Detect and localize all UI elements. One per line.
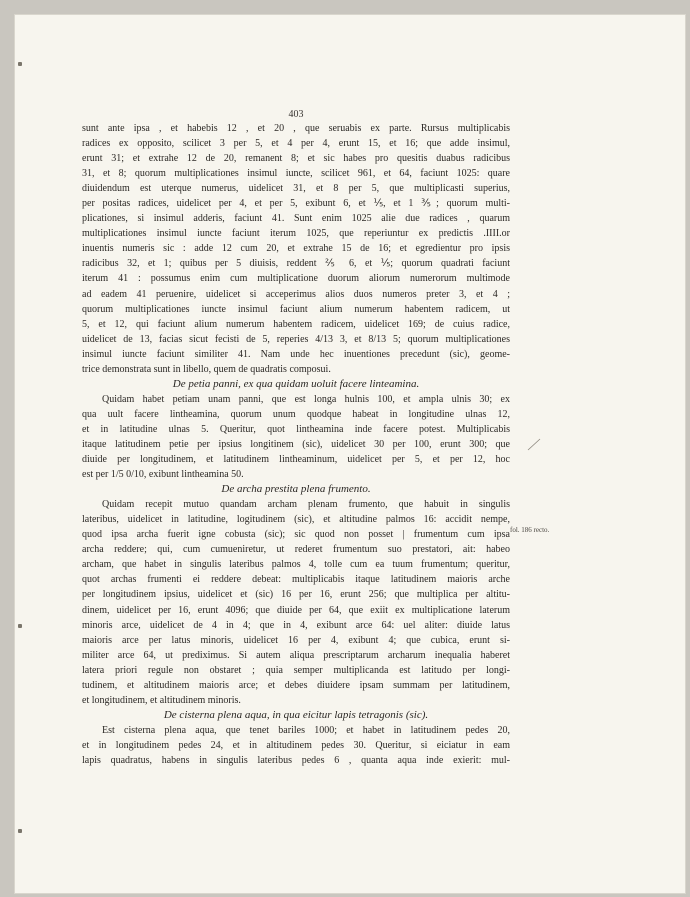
book-page (14, 14, 686, 894)
text-line: plicationes, si insimul adderis, faciunt 41. Sunt enim 1025 alie due radices , quarum (82, 213, 510, 225)
text-line: 31, et 8; quorum multiplicationes insimul iuncte, scilicet 961, et 64, faciunt 1025: quare (82, 168, 510, 180)
text-line: uidelicet de 13, facias sicut fecisti de 5, reperies 4/13 3, et 8/13 5; quorum multiplicationes (82, 333, 510, 345)
text-line: qua uult facere lintheamina, quorum unum quodque habeat in longitudine ulnas 12, (82, 408, 510, 420)
text-line: ad eadem 41 peruenire, uidelicet si acceperimus alios duos numeros preter 3, et 4 ; (82, 288, 510, 300)
edge-mark (18, 62, 22, 66)
text-line: maioris arce per latus minoris, uidelicet 16 per 4, exibunt 4; que cubica, erunt si- (82, 634, 510, 646)
paragraph-4 (82, 723, 510, 768)
text-line: archa reddere; qui, cum cumueniretur, ut rederet frumentum suo prestatori, ait: habeo (82, 544, 510, 556)
text-line: trice demonstrata sunt in libello, quem de quadratis composui. (82, 363, 331, 375)
text-line: latera priori regule non obstaret ; quia semper multiplicanda est latitudo per longi- (82, 664, 510, 676)
text-line: multiplicationes insimul iuncte faciunt iterum 1025, que reperiuntur ex predictis .IIII.or (82, 228, 510, 240)
text-line: et in latitudine ulnas 5. Queritur, quot lintheamina inde facere potest. Multiplicabis (82, 423, 510, 435)
paragraph-2 (82, 392, 510, 482)
text-line: diuidendum est uterque numerus, uidelicet 31, et 8 per 5, que multiplicasti superius, (82, 183, 510, 195)
section-heading: De cisterna plena aqua, in qua eicitur lapis tetragonis (sic). (163, 708, 429, 721)
text-line: tudinem, et altitudinem maioris arce; et debes diuidere ipsam summam per latitudinem, (82, 679, 510, 691)
margin-note: fol. 186 recto. (510, 526, 550, 534)
text-line: Quidam recepit mutuo quandam archam plenam frumento, que habuit in singulis (102, 499, 510, 511)
text-line: per positas radices, uidelicet per 4, et per 5, exibunt 6, et ⅕, et 1 ⅗; quorum multi- (82, 198, 510, 210)
text-line: lateribus, uidelicet in latitudine, logitudinem (sic), et altitudine palmos 16: accidit nempe, (82, 514, 510, 526)
text-line: quot archas frumenti ei reddere debeat: multiplicabis itaque latitudinem maioris arche (82, 574, 510, 586)
text-line: 5, et 12, qui faciunt alium numerum habentem radicem, uidelicet 169; de cuius radice, (82, 318, 510, 330)
text-line: et longitudinem, et altitudinem minoris. (82, 694, 241, 706)
paragraph-1 (82, 121, 510, 377)
text-line: diuide per longitudinem, et latitudinem lintheaminum, uidelicet per 5, et per 12, hoc (82, 454, 510, 466)
text-line: erunt 31; et extrahe 12 de 20, remanent 8; et sic habes pro quesitis duabus radicibus (82, 153, 510, 165)
paragraph-3 (82, 497, 510, 708)
pencil-slash-mark (526, 438, 542, 451)
section-heading: De petia panni, ex qua quidam uoluit facere linteamina. (172, 377, 420, 390)
text-line: archam, que habet in singulis lateribus palmos 4, tolle cum ea tuum frumentum; queritur, (82, 559, 510, 571)
text-line: lapis quadratus, habens in singulis lateribus pedes 6 , quanta aqua inde exierit: mul- (82, 754, 510, 766)
text-line: per longitudinem ipsius, uidelicet et (sic) 16 per 16, erunt 256; que multiplica per altitu- (82, 589, 510, 601)
text-line: et in longitudinem pedes 24, et in altitudinem pedes 30. Queritur, si eiciatur in eam (82, 739, 510, 751)
edge-mark (18, 624, 22, 628)
text-line: radices ex opposito, scilicet 3 per 5, et 4 per 4, erunt 15, et 16; que adde insimul, (82, 138, 510, 150)
text-line: inuentis numeris sic : adde 12 cum 20, et extrahe 15 de 16; et egredientur pro ipsis (82, 243, 510, 255)
page-edge-marks (18, 14, 26, 894)
page-number: 403 (288, 109, 304, 120)
text-line: insimul iuncte faciunt similiter 41. Nam unde hec inuentiones precedunt (sic), geome- (82, 348, 510, 360)
main-text (82, 121, 510, 768)
text-line: minoris arce, uidelicet de 4 in 4; que in 4, exibunt arce 64: uel aliter: diuide latus (82, 619, 510, 631)
text-line: quod ipsa archa fuerit igne cobusta (sic); sic quod non posset | frumentum cum ipsa (82, 529, 510, 541)
text-line: sunt ante ipsa , et habebis 12 , et 20 , que seruabis ex parte. Rursus multiplicabis (82, 123, 510, 134)
edge-mark (18, 829, 22, 833)
text-line: itaque latitudinem petie per ipsius longitinem (sic), uidelicet 30 per 100, erunt 300; que (82, 438, 510, 450)
text-line: Est cisterna plena aqua, que tenet bariles 1000; et habet in latitudinem pedes 20, (102, 724, 510, 736)
text-line: dinem, uidelicet per 16, erunt 4096; que diuide per 64, que exiit ex multiplicatione laterum (82, 604, 510, 616)
text-line: radicibus 32, et 1; quibus per 5 diuisis, reddent ⅖ 6, et ⅕; quorum quadrati faciunt (82, 258, 510, 270)
text-line: militer arce 64, ut prediximus. Si autem aliqua prescriptarum archarum inequalia haberet (82, 649, 510, 661)
text-line: est per 1/5 0/10, exibunt lintheamina 50. (82, 469, 244, 481)
text-line: quorum multiplicationes iuncte insimul faciunt alium numerum habentem radicem, ut (82, 303, 510, 315)
section-heading: De archa prestita plena frumento. (221, 483, 371, 496)
text-line: iterum 41 : possumus enim cum multiplicatione duorum aliorum numerorum multimode (82, 273, 510, 285)
text-line: Quidam habet petiam unam panni, que est longa hulnis 100, et ampla ulnis 30; ex (102, 393, 510, 405)
